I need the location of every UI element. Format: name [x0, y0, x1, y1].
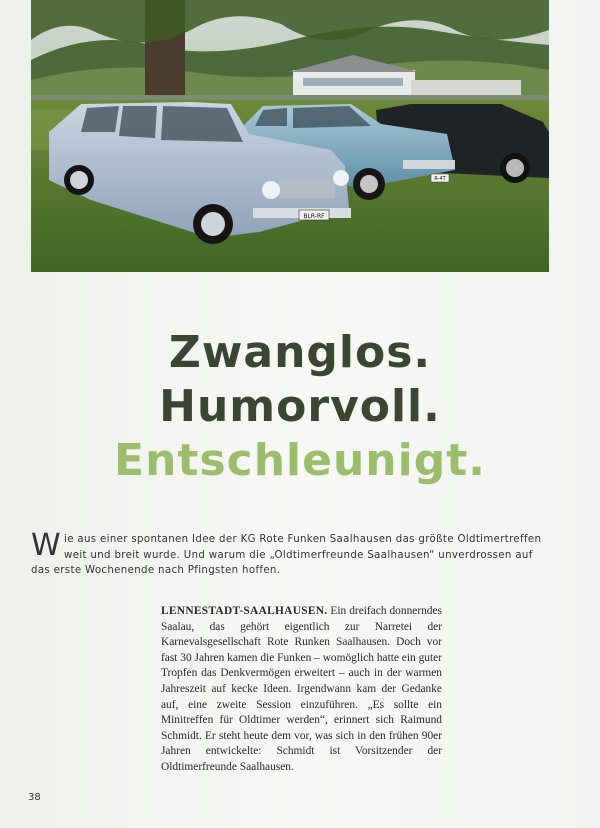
headline-line-3: Entschleunigt. — [114, 435, 486, 486]
headline-line-1: Zwanglos. — [168, 327, 432, 378]
headline-line-2: Humorvoll. — [159, 381, 441, 432]
lead-paragraph — [31, 528, 551, 579]
license-plate-1: BLR-RF — [303, 213, 325, 220]
drop-cap: W — [31, 528, 62, 563]
body-text — [161, 604, 442, 776]
license-plate-2: R-4T — [434, 176, 446, 182]
page-number: 38 — [28, 792, 41, 803]
article-headline — [0, 326, 600, 488]
lead-text: ie aus einer spontanen Idee der KG Rote Funken Saalhausen das größte Oldtimertreffen weit und breit wurde. Und warum die „Oldtimerfreunde Saalhausen“ unverdrossen auf das erste Wochenende nach Pfingsten hoffen. — [31, 534, 542, 576]
body-paragraph: Ein dreifach donnerndes Saalau, das gehört eigentlich zur Narretei der Karnevalsgesellschaft Rote Runken Saalhausen. Doch vor fast 30 Jahren kamen die Funken – womöglich hatte ein guter Tropfen das Denkvermögen erweitert – auch in der warmen Jahreszeit auf kecke Ideen. Irgendwann kam der Gedanke auf, eine zweite Session einzuführen. „Es sollte ein Minitreffen für Oldtimer werden“, erinnert sich Raimund Schmidt. Er steht heute dem vor, was sich in den frühen 90er Jahren entwickelte: Schmidt ist Vorsitzender der Oldtimerfreunde Saalhausen. — [161, 605, 442, 773]
classic-cars-photo — [31, 0, 549, 272]
dateline-kicker: LENNESTADT-SAALHAUSEN. — [161, 605, 328, 617]
